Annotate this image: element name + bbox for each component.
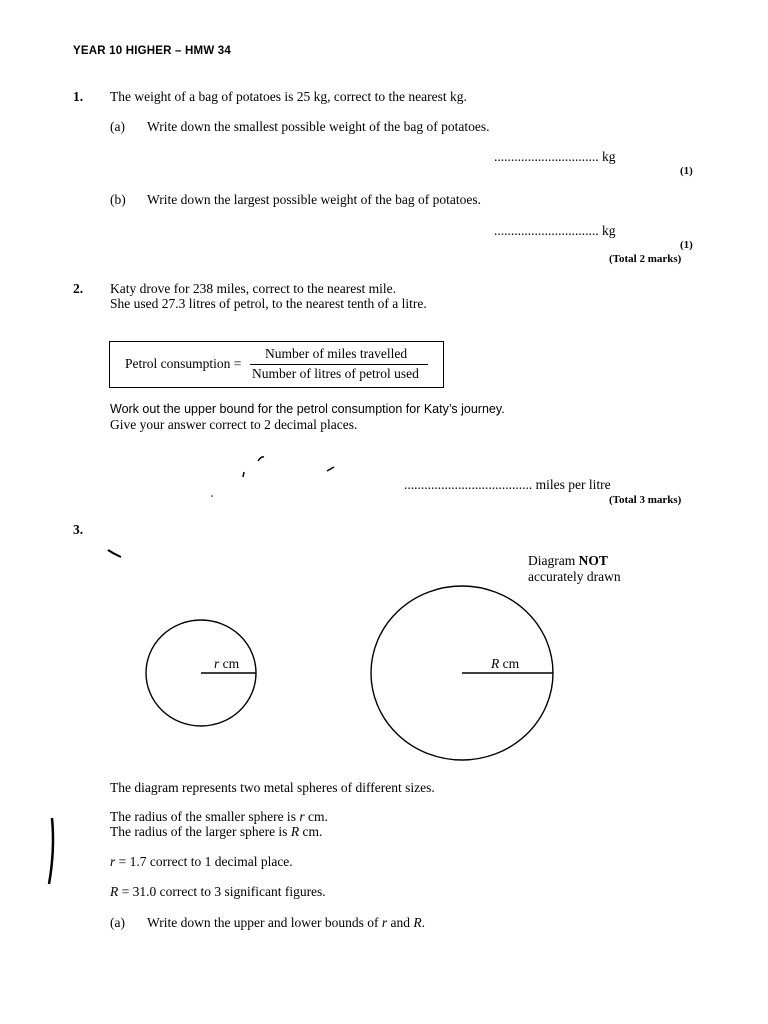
formula-left: Petrol consumption = bbox=[125, 356, 242, 371]
pen-mark bbox=[211, 495, 213, 497]
q1a-text: Write down the smallest possible weight of the bag of potatoes. bbox=[147, 119, 490, 134]
large-radius-unit: cm bbox=[499, 656, 520, 671]
pen-mark bbox=[49, 818, 53, 884]
question-2-instruction-1: Work out the upper bound for the petrol consumption for Katy’s journey. bbox=[110, 402, 505, 416]
r1-var: r bbox=[299, 809, 305, 824]
pen-mark bbox=[327, 467, 334, 471]
formula-numerator: Number of miles travelled bbox=[265, 346, 408, 361]
pen-mark bbox=[108, 550, 121, 557]
question-2-number: 2. bbox=[73, 281, 84, 296]
r1-post: cm. bbox=[304, 809, 328, 824]
q1b-text: Write down the largest possible weight of the bag of potatoes. bbox=[147, 192, 482, 207]
q1b-label: (b) bbox=[110, 192, 126, 207]
q3a-mid: and bbox=[387, 915, 414, 930]
q1b-marks: (1) bbox=[680, 239, 693, 251]
question-1-number: 1. bbox=[73, 89, 84, 104]
r2-pre: The radius of the larger sphere is bbox=[110, 824, 291, 839]
q1-total-marks: (Total 2 marks) bbox=[609, 253, 682, 265]
q3a-post: . bbox=[421, 915, 426, 930]
pen-mark bbox=[243, 472, 244, 477]
q1a-marks: (1) bbox=[680, 165, 693, 177]
question-2-instruction-2: Give your answer correct to 2 decimal places. bbox=[110, 417, 358, 432]
diagram-note-line-2: accurately drawn bbox=[528, 569, 621, 584]
q1a-label: (a) bbox=[110, 119, 125, 134]
Rv-var: R bbox=[110, 884, 119, 899]
question-3-description: The diagram represents two metal spheres of different sizes. bbox=[110, 780, 435, 795]
q3a-pre: Write down the upper and lower bounds of bbox=[147, 915, 382, 930]
R-value-statement bbox=[110, 884, 326, 900]
q1b-answer-line[interactable]: ............................... kg bbox=[494, 223, 616, 238]
question-1-stem: The weight of a bag of potatoes is 25 kg, correct to the nearest kg. bbox=[110, 89, 467, 104]
small-radius-unit: cm bbox=[219, 656, 240, 671]
diagram-note-text: Diagram bbox=[528, 553, 576, 568]
small-radius-label bbox=[214, 656, 239, 672]
q1a-answer-line[interactable]: ............................... kg bbox=[494, 149, 616, 164]
question-2-line-1: Katy drove for 238 miles, correct to the nearest mile. bbox=[110, 281, 397, 296]
Rv-post: = 31.0 correct to 3 significant figures. bbox=[118, 884, 326, 899]
page-title: YEAR 10 HIGHER – HMW 34 bbox=[73, 45, 231, 57]
q3a-var-r: r bbox=[381, 915, 388, 930]
large-radius-var: R bbox=[491, 656, 500, 671]
small-radius-statement bbox=[110, 809, 328, 825]
rv-post: = 1.7 correct to 1 decimal place. bbox=[115, 854, 293, 869]
large-radius-label bbox=[491, 656, 519, 672]
rv-var: r bbox=[110, 854, 116, 869]
pen-mark bbox=[258, 457, 264, 461]
question-2-line-2: She used 27.3 litres of petrol, to the nearest tenth of a litre. bbox=[110, 296, 427, 311]
r-value-statement bbox=[110, 854, 293, 870]
r2-var: R bbox=[290, 824, 300, 839]
formula-denominator: Number of litres of petrol used bbox=[252, 366, 419, 381]
small-radius-var: r bbox=[214, 656, 220, 671]
r1-pre: The radius of the smaller sphere is bbox=[110, 809, 300, 824]
q3a-var-R: R bbox=[413, 915, 422, 930]
q2-answer-line[interactable]: ...................................... miles per litre bbox=[404, 477, 611, 492]
large-radius-statement bbox=[110, 824, 322, 840]
q3a-label: (a) bbox=[110, 915, 125, 930]
q3a-text bbox=[147, 915, 425, 931]
diagram-note-not: NOT bbox=[578, 553, 608, 568]
r2-post: cm. bbox=[299, 824, 323, 839]
q2-total-marks: (Total 3 marks) bbox=[609, 494, 682, 506]
question-3-number: 3. bbox=[73, 522, 84, 537]
